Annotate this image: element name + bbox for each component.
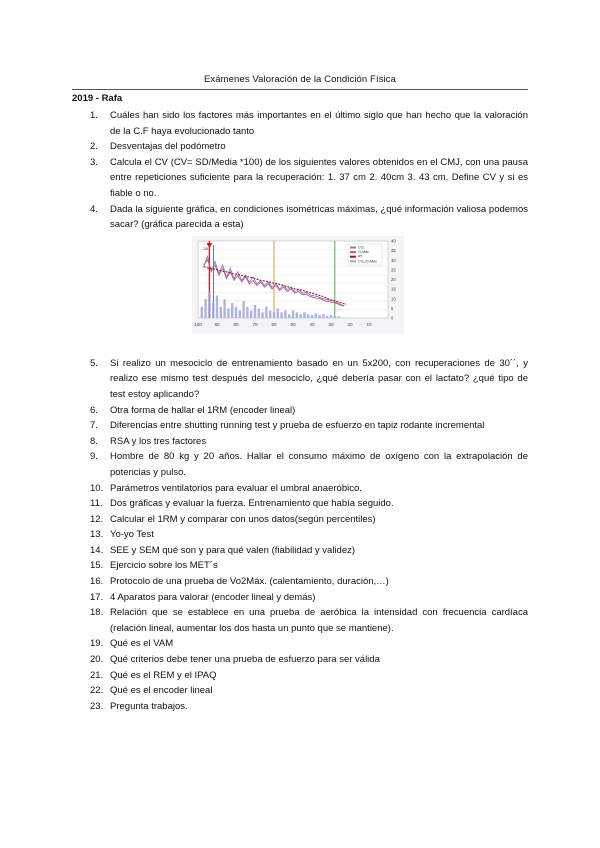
legend-swatch <box>350 260 356 262</box>
question-text: Qué es el REM y el IPAQ <box>110 669 217 681</box>
y-tick-label: 10 <box>391 296 396 302</box>
question-text: Calcular el 1RM y comparar con unos datos(según percentiles) <box>110 513 376 525</box>
question-item-20 <box>72 652 528 668</box>
data-bar <box>231 303 233 318</box>
question-text: Otra forma de hallar el 1RM (encoder lineal) <box>110 404 296 416</box>
question-number: 19. <box>90 638 104 650</box>
question-item-4 <box>72 202 528 233</box>
question-text: Pregunta trabajos. <box>110 700 188 712</box>
question-item-15 <box>72 558 528 574</box>
data-bar <box>212 303 214 318</box>
question-number: 1. <box>90 110 98 121</box>
question-number: 3. <box>90 156 98 168</box>
x-tick-label: 10 <box>366 322 372 327</box>
x-tick-label: 70 <box>252 322 258 327</box>
data-bar <box>273 312 275 318</box>
document-title: Exámenes Valoración de la Condición Física <box>203 74 396 85</box>
y-tick-label: 25 <box>391 267 396 273</box>
question-number: 15. <box>90 560 104 572</box>
y-tick-label: 30 <box>391 257 396 263</box>
question-number: 2. <box>90 141 98 153</box>
y-tick-label: 15 <box>391 286 396 292</box>
data-bar <box>280 312 282 318</box>
question-text: Calcula el CV (CV= SD/Media *100) de los siguientes valores obtenidos en el CMJ, con una pausa entre repeticiones suficiente para la recuperación: 1. 37 cm 2. 40cm 3. 43 cm. Define CV y si es fiable o no. <box>110 156 528 199</box>
question-number: 20. <box>90 654 104 666</box>
data-bar <box>265 307 267 318</box>
question-text: Si realizo un mesociclo de entrenamiento basado en un 5x200, con recuperaciones de 30´´, y realizo ese mismo test después del mesociclo, ¿qué debería pasar con el lactato? ¿qué tipo de test estoy aplicando? <box>110 357 528 400</box>
x-tick-label: 30 <box>328 322 334 327</box>
data-bar <box>258 309 260 318</box>
data-bar <box>269 310 271 318</box>
legend-label: O₂Max <box>358 250 369 255</box>
data-bar <box>307 314 309 318</box>
data-bar <box>296 312 298 318</box>
question-item-7 <box>72 418 528 434</box>
data-bar <box>311 315 313 318</box>
question-item-5 <box>72 356 528 403</box>
x-tick-label: 100 <box>194 322 202 327</box>
question-number: 11. <box>90 498 103 510</box>
question-number: 4. <box>90 203 98 215</box>
data-bar <box>261 312 263 318</box>
data-bar <box>292 310 294 318</box>
data-bar <box>216 295 218 318</box>
data-bar <box>288 314 290 318</box>
question-text: Dada la siguiente gráfica, en condiciones isométricas máximas, ¿qué información valiosa podemos sacar? (gráfica parecida a esta) <box>110 203 528 231</box>
question-number: 6. <box>90 404 98 416</box>
data-bar <box>223 299 225 318</box>
question-text: Protocolo de una prueba de Vo2Máx. (calentamiento, duración,…) <box>110 576 389 588</box>
question-text: SEE y SEM qué son y para qué valen (fiabilidad y validez) <box>110 544 356 556</box>
data-bar <box>246 307 248 318</box>
question-text: Hombre de 80 kg y 20 años. Hallar el consumo máximo de oxígeno con la extrapolación de potencias y pulso. <box>110 451 528 478</box>
data-bar <box>254 305 256 318</box>
data-bar <box>204 299 206 318</box>
question-list <box>72 108 528 714</box>
question-text: Parámetros ventilatorios para evaluar el umbral anaeróbico. <box>110 482 362 494</box>
question-number: 13. <box>90 529 104 541</box>
data-bar <box>239 310 241 318</box>
y-tick-label: 5 <box>391 305 394 311</box>
question-item-11 <box>72 496 528 512</box>
data-bar <box>318 315 320 318</box>
question-item-3 <box>72 155 528 202</box>
question-item-8 <box>72 434 528 450</box>
x-tick-label: 20 <box>347 322 353 327</box>
question-item-17 <box>72 590 528 606</box>
legend-swatch <box>350 256 356 258</box>
isometric-chart <box>192 236 404 334</box>
question-number: 5. <box>90 357 98 369</box>
data-bar <box>208 292 210 318</box>
question-number: 7. <box>90 420 98 432</box>
question-item-18 <box>72 605 528 636</box>
x-tick-label: 40 <box>309 322 315 327</box>
question-item-6 <box>72 403 528 419</box>
y-tick-label: 40 <box>391 238 396 244</box>
data-bar <box>250 310 252 318</box>
question-text: RSA y los tres factores <box>110 435 207 447</box>
question-text: Yo-yo Test <box>110 529 154 541</box>
x-tick-label: 50 <box>290 322 296 327</box>
question-text: Ejercicio sobre los MET´s <box>110 560 218 572</box>
data-bar <box>334 316 336 318</box>
y-tick-label: 20 <box>391 277 396 282</box>
y-tick-label: 35 <box>391 248 396 254</box>
data-bar <box>322 314 324 318</box>
data-bar <box>315 313 317 318</box>
question-item-9 <box>72 449 528 480</box>
chart-svg <box>192 236 404 334</box>
question-number: 10. <box>90 482 104 494</box>
data-bar <box>299 314 301 318</box>
question-text: Desventajas del podómetro <box>110 141 226 153</box>
data-bar <box>326 316 328 318</box>
question-number: 9. <box>90 451 98 463</box>
question-number: 21. <box>90 669 104 681</box>
data-bar <box>277 309 279 318</box>
data-bar <box>284 310 286 318</box>
question-text: Dos gráficas y evaluar la fuerza. Entrenamiento que había seguido. <box>110 498 394 510</box>
legend-label: CO₂/O₂Max <box>358 259 377 264</box>
data-bar <box>330 315 332 318</box>
data-bar <box>220 307 222 318</box>
question-number: 8. <box>90 435 98 447</box>
question-item-14 <box>72 543 528 559</box>
question-number: 12. <box>90 513 104 525</box>
question-text: Cuáles han sido los factores más importantes en el último siglo que han hecho que la valoración de la C.F haya evolucionado tanto <box>110 110 528 137</box>
question-item-1 <box>72 108 528 139</box>
question-number: 23. <box>90 700 104 712</box>
question-item-19 <box>72 636 528 652</box>
data-bar <box>242 301 244 318</box>
question-text: Qué es el encoder lineal <box>110 685 213 697</box>
x-tick-label: 60 <box>271 322 277 327</box>
legend-swatch <box>350 247 356 249</box>
question-number: 18. <box>90 607 104 619</box>
question-number: 17. <box>90 591 104 603</box>
question-item-22 <box>72 683 528 699</box>
question-item-12 <box>72 512 528 528</box>
data-bar <box>201 307 203 318</box>
question-text: Relación que se establece en una prueba de aeróbica la intensidad con frecuencia cardíaca (relación lineal, aumentar los dos hasta un punto que se mantiene). <box>110 607 528 634</box>
peak-label: 26 <box>203 246 208 251</box>
question-number: 14. <box>90 544 104 556</box>
question-item-2 <box>72 139 528 155</box>
question-item-13 <box>72 527 528 543</box>
question-text: Qué criterios debe tener una prueba de esfuerzo para ser válida <box>110 654 380 666</box>
question-text: Diferencias entre shutting running test y prueba de esfuerzo en tapiz rodante incremental <box>110 420 485 432</box>
section-heading: 2019 - Rafa <box>72 93 123 104</box>
question-item-16 <box>72 574 528 590</box>
data-bar <box>227 309 229 318</box>
question-number: 16. <box>90 576 104 588</box>
question-item-21 <box>72 668 528 684</box>
question-item-23 <box>72 699 528 715</box>
question-text: 4 Aparatos para valorar (encoder lineal y demás) <box>110 591 316 603</box>
legend-label: RT <box>358 254 363 259</box>
data-bar <box>235 307 237 318</box>
question-text: Qué es el VAM <box>110 638 174 650</box>
y-tick-label: 0 <box>391 315 394 321</box>
legend-swatch <box>350 251 356 253</box>
x-tick-label: 90 <box>214 322 220 327</box>
title-underline <box>72 89 528 90</box>
data-bar <box>337 316 339 318</box>
legend-label: CO₂ <box>358 245 365 250</box>
question-number: 22. <box>90 685 104 697</box>
x-tick-label: 80 <box>233 322 239 327</box>
question-item-10 <box>72 481 528 497</box>
data-bar <box>303 312 305 318</box>
